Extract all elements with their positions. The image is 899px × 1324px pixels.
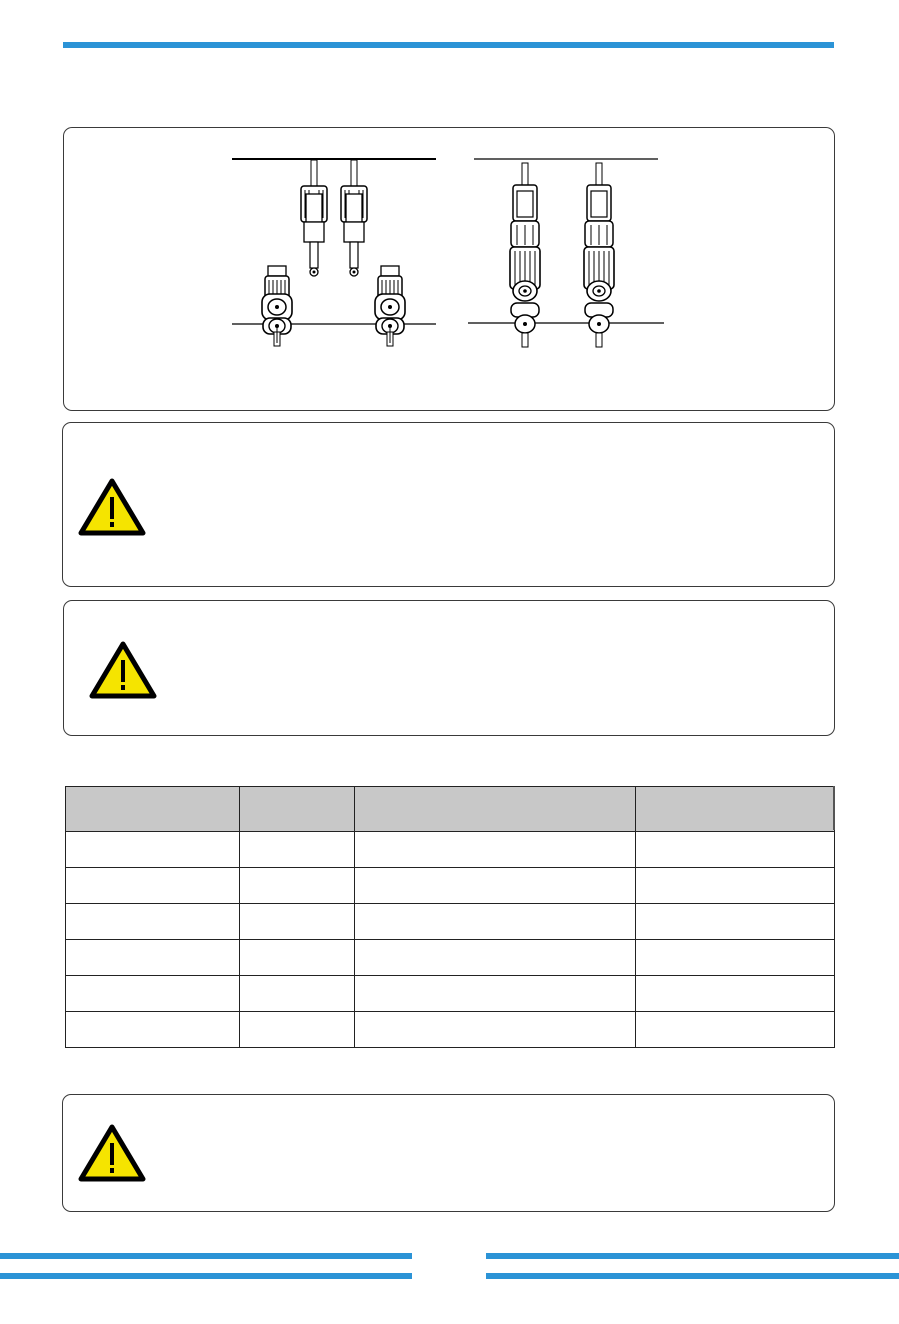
footer-rule-left-top xyxy=(0,1253,412,1259)
warning-triangle-icon xyxy=(77,477,147,537)
table-cell xyxy=(636,868,835,904)
connector-illustration xyxy=(64,128,836,412)
table-cell xyxy=(355,940,636,976)
warning-notice-2 xyxy=(63,600,835,736)
warning-notice-3 xyxy=(62,1094,835,1212)
column-header xyxy=(240,787,355,832)
table-row xyxy=(66,976,835,1012)
table-cell xyxy=(355,976,636,1012)
table-cell xyxy=(240,832,355,868)
column-header xyxy=(66,787,240,832)
warning-triangle-icon xyxy=(77,1123,147,1183)
right-mated-connector-2 xyxy=(584,163,614,347)
table-header-shadow xyxy=(833,786,835,830)
table-cell xyxy=(66,868,240,904)
table-row xyxy=(66,940,835,976)
table-cell xyxy=(66,832,240,868)
header-rule xyxy=(63,42,834,48)
table-cell xyxy=(636,940,835,976)
table-cell xyxy=(240,1012,355,1048)
table-cell xyxy=(636,904,835,940)
left-socket-2 xyxy=(341,160,367,276)
table-cell xyxy=(66,904,240,940)
table-row xyxy=(66,1012,835,1048)
table-cell xyxy=(66,976,240,1012)
column-header xyxy=(355,787,636,832)
table-cell xyxy=(66,1012,240,1048)
left-socket-1 xyxy=(301,160,327,276)
column-header xyxy=(636,787,835,832)
right-mated-connector-1 xyxy=(510,163,540,347)
table-header-row xyxy=(66,787,835,832)
table-cell xyxy=(240,868,355,904)
table-cell xyxy=(636,832,835,868)
table-cell xyxy=(636,1012,835,1048)
table-cell xyxy=(240,976,355,1012)
table-cell xyxy=(355,832,636,868)
table-cell xyxy=(66,940,240,976)
table-row xyxy=(66,904,835,940)
table-row xyxy=(66,832,835,868)
table-cell xyxy=(636,976,835,1012)
footer-rule-left-bottom xyxy=(0,1273,412,1279)
footer-rule-right-bottom xyxy=(486,1273,899,1279)
spec-table xyxy=(65,786,835,1048)
table-cell xyxy=(355,904,636,940)
footer-rule-right-top xyxy=(486,1253,899,1259)
warning-notice-1 xyxy=(62,422,835,587)
table-cell xyxy=(355,1012,636,1048)
warning-triangle-icon xyxy=(88,640,158,700)
table-row xyxy=(66,868,835,904)
connector-figure-panel xyxy=(63,127,835,411)
table-cell xyxy=(355,868,636,904)
table-cell xyxy=(240,940,355,976)
table-cell xyxy=(240,904,355,940)
